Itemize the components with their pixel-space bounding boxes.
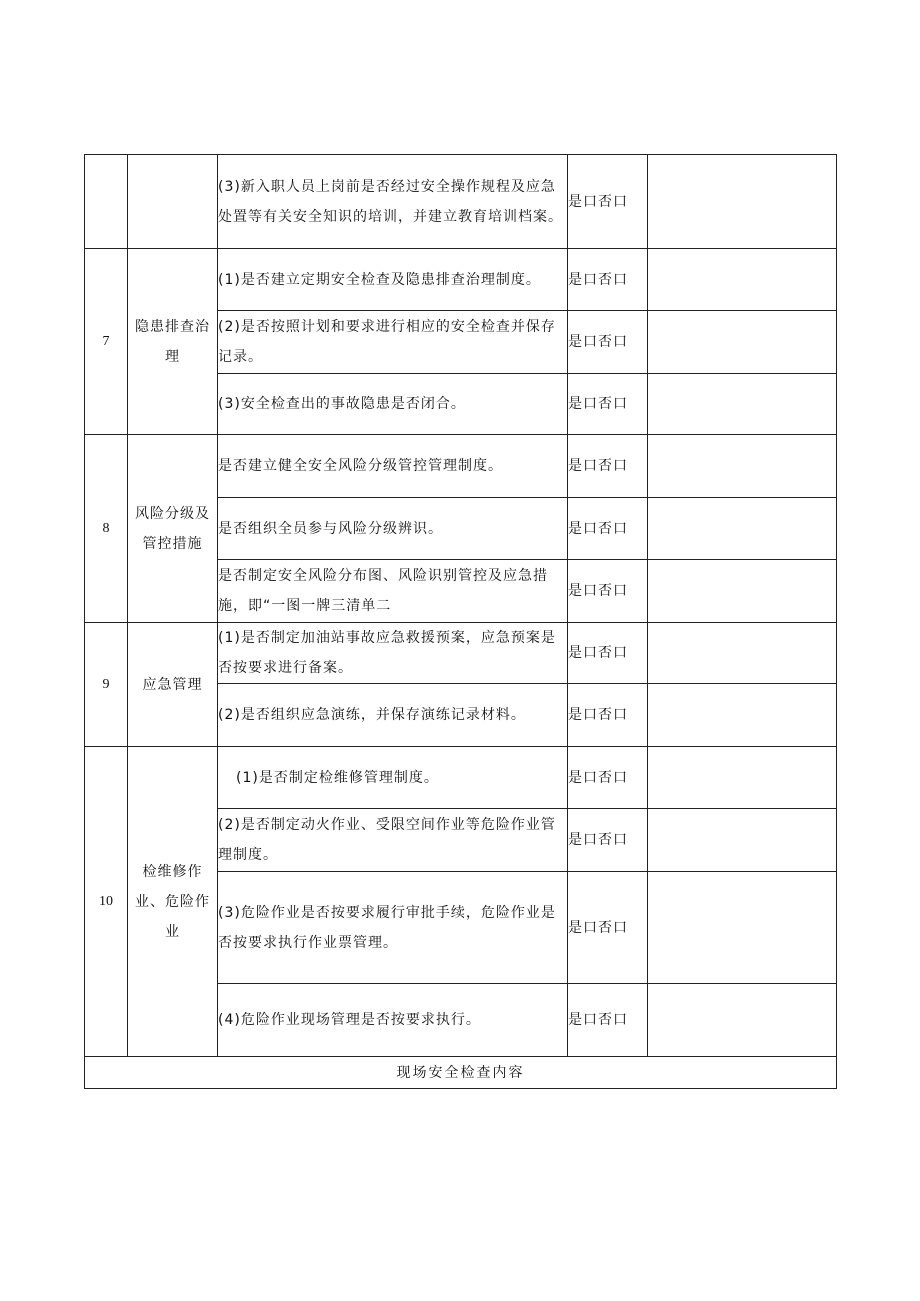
check-item: (2)是否按照计划和要求进行相应的安全检查并保存记录。 (218, 311, 568, 374)
table-row (85, 249, 837, 311)
check-item: (3)危险作业是否按要求履行审批手续，危险作业是否按要求执行作业票管理。 (218, 872, 568, 984)
remark-cell[interactable] (648, 560, 837, 623)
table-row (85, 747, 837, 809)
check-item: (3)安全检查出的事故隐患是否闭合。 (218, 374, 568, 435)
yes-no-checkbox[interactable]: 是口否口 (568, 684, 648, 747)
yes-no-checkbox[interactable]: 是口否口 (568, 560, 648, 623)
remark-cell[interactable] (648, 984, 837, 1057)
table-row (85, 435, 837, 498)
remark-cell[interactable] (648, 249, 837, 311)
category-label: 风险分级及管控措施 (128, 435, 218, 623)
check-item: 是否组织全员参与风险分级辨识。 (218, 498, 568, 560)
yes-no-checkbox[interactable]: 是口否口 (568, 984, 648, 1057)
category-label: 隐患排查治理 (128, 249, 218, 435)
remark-cell[interactable] (648, 809, 837, 872)
yes-no-checkbox[interactable]: 是口否口 (568, 747, 648, 809)
yes-no-checkbox[interactable]: 是口否口 (568, 623, 648, 684)
remark-cell[interactable] (648, 684, 837, 747)
remark-cell[interactable] (648, 498, 837, 560)
remark-cell[interactable] (648, 747, 837, 809)
check-item: (2)是否组织应急演练，并保存演练记录材料。 (218, 684, 568, 747)
category-cell (128, 155, 218, 249)
remark-cell[interactable] (648, 311, 837, 374)
remark-cell[interactable] (648, 374, 837, 435)
table-row (85, 155, 837, 249)
category-label: 应急管理 (128, 623, 218, 747)
check-item: (1)是否制定检维修管理制度。 (218, 747, 568, 809)
safety-inspection-table (84, 154, 837, 1089)
item-number-cell (85, 155, 128, 249)
yes-no-checkbox[interactable]: 是口否口 (568, 311, 648, 374)
remark-cell[interactable] (648, 155, 837, 249)
check-item: (1)是否制定加油站事故应急救援预案，应急预案是否按要求进行备案。 (218, 623, 568, 684)
yes-no-checkbox[interactable]: 是口否口 (568, 374, 648, 435)
yes-no-checkbox[interactable]: 是口否口 (568, 435, 648, 498)
item-number: 7 (85, 249, 128, 435)
yes-no-checkbox[interactable]: 是口否口 (568, 249, 648, 311)
remark-cell[interactable] (648, 435, 837, 498)
item-number: 8 (85, 435, 128, 623)
item-number: 9 (85, 623, 128, 747)
yes-no-checkbox[interactable]: 是口否口 (568, 155, 648, 249)
check-item: (3)新入职人员上岗前是否经过安全操作规程及应急处置等有关安全知识的培训，并建立教育培训档案。 (218, 155, 568, 249)
check-item: (2)是否制定动火作业、受限空间作业等危险作业管理制度。 (218, 809, 568, 872)
item-number: 10 (85, 747, 128, 1057)
category-label: 检维修作业、危险作业 (128, 747, 218, 1057)
yes-no-checkbox[interactable]: 是口否口 (568, 498, 648, 560)
section-footer-row (85, 1057, 837, 1089)
yes-no-checkbox[interactable]: 是口否口 (568, 872, 648, 984)
remark-cell[interactable] (648, 872, 837, 984)
table-row (85, 623, 837, 684)
section-title: 现场安全检查内容 (85, 1057, 837, 1089)
remark-cell[interactable] (648, 623, 837, 684)
check-item: (1)是否建立定期安全检查及隐患排查治理制度。 (218, 249, 568, 311)
check-item: 是否制定安全风险分布图、风险识别管控及应急措施，即“一图一牌三清单二 (218, 560, 568, 623)
yes-no-checkbox[interactable]: 是口否口 (568, 809, 648, 872)
check-item: 是否建立健全安全风险分级管控管理制度。 (218, 435, 568, 498)
check-item: (4)危险作业现场管理是否按要求执行。 (218, 984, 568, 1057)
